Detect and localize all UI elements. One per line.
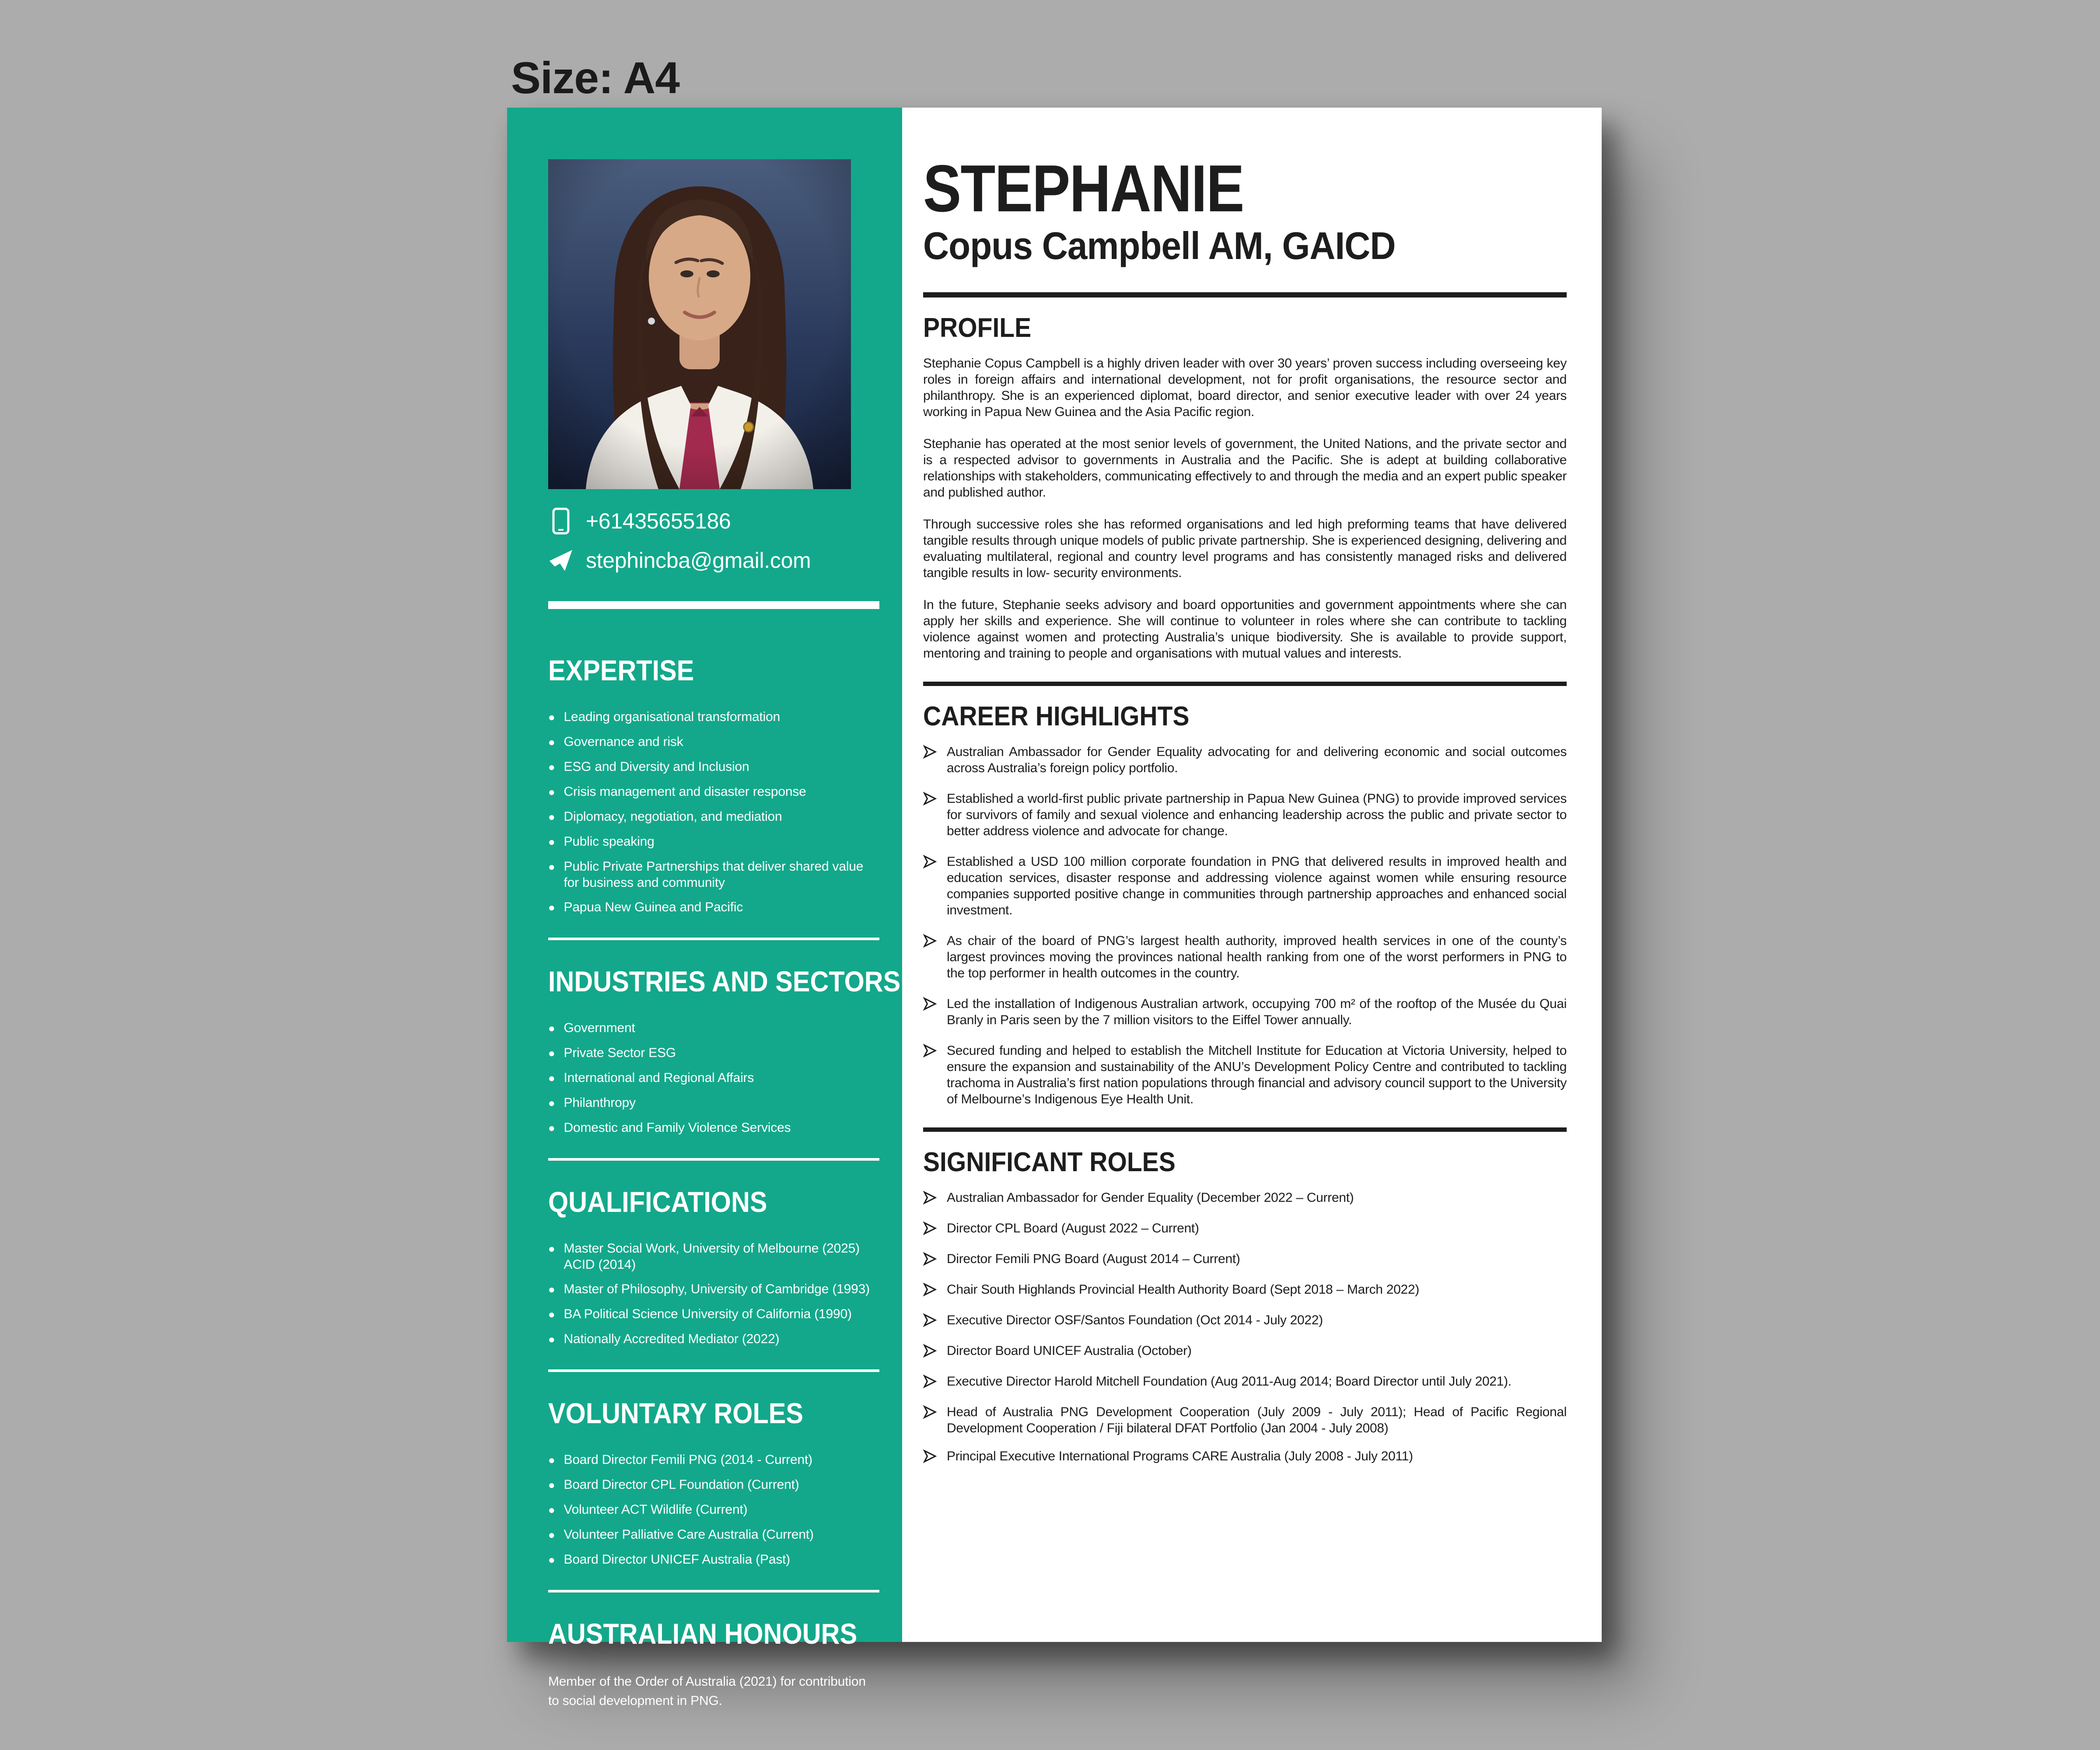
bullet-icon (548, 1120, 555, 1136)
industries-list (548, 1020, 879, 1136)
list-item: ● International and Regional Affairs (548, 1070, 879, 1086)
arrow-bullet-icon (923, 1344, 937, 1362)
arrow-bullet-icon (923, 934, 937, 981)
career-title: CAREER HIGHLIGHTS (923, 701, 1190, 732)
bullet-icon (548, 1020, 555, 1036)
list-item: ● Papua New Guinea and Pacific (548, 899, 879, 916)
list-item: ● Board Director Femili PNG (2014 - Current) (548, 1452, 879, 1468)
list-item: ● Philanthropy (548, 1095, 879, 1111)
bullet-icon (548, 1502, 555, 1518)
arrow-bullet-icon (923, 1252, 937, 1270)
arrow-bullet-icon (923, 1375, 937, 1392)
profile-title: PROFILE (923, 313, 1032, 343)
arrow-bullet-icon (923, 997, 937, 1028)
list-item: ● ESG and Diversity and Inclusion (548, 759, 879, 775)
bullet-icon (548, 808, 555, 825)
profile-paragraph: Stephanie has operated at the most senior levels of government, the United Nations, and the private sector and is a respected advisor to governments in Australia and the Pacific. She is adept at building collaborative relationships with stakeholders, communicating effectively to and through the media and an expert public speaker and published author. (923, 437, 1567, 500)
career-item: Led the installation of Indigenous Australian artwork, occupying 700 m² of the rooftop of the Musée du Quai Branly in Paris seen by the 7 million visitors to the Eiffel Tower annually. (923, 996, 1567, 1028)
role-item: Director Femili PNG Board (August 2014 – Current) (923, 1251, 1567, 1270)
sidebar-divider (548, 938, 879, 940)
profile-paragraph: Through successive roles she has reformed organisations and led high preforming teams that have delivered tangible results through unique models of public private partnership. She is experienced designing, delivering and evaluating multilateral, regional and country level programs and has consistently managed risks and delivered tangible results in low- security environments. (923, 517, 1567, 580)
bullet-icon (548, 1526, 555, 1543)
roles-title: SIGNIFICANT ROLES (923, 1147, 1176, 1177)
section-rule (923, 682, 1567, 686)
role-item: Executive Director OSF/Santos Foundation (Oct 2014 - July 2022) (923, 1312, 1567, 1331)
section-title: EXPERTISE (548, 654, 694, 686)
bullet-icon (548, 858, 555, 891)
portrait-photo (548, 159, 851, 489)
bullet-icon (548, 1452, 555, 1468)
career-item: Established a USD 100 million corporate foundation in PNG that delivered results in improved health and education services, disaster response and addressing violence against women while ensuring resource companies supported positive change in communities through partnership approaches and enhanced social investment. (923, 854, 1567, 918)
bullet-icon (548, 1045, 555, 1061)
profile-paragraphs (923, 355, 1567, 662)
list-item: ● BA Political Science University of California (1990) (548, 1306, 879, 1323)
list-item: ● Board Director UNICEF Australia (Past) (548, 1551, 879, 1568)
bullet-icon (548, 1240, 555, 1273)
arrow-bullet-icon (923, 1222, 937, 1239)
name-first: STEPHANIE (923, 151, 1244, 226)
arrow-bullet-icon (923, 1044, 937, 1107)
list-item: ● Domestic and Family Violence Services (548, 1120, 879, 1136)
list-item: ● Private Sector ESG (548, 1045, 879, 1061)
sidebar-section-honours (548, 1617, 879, 1711)
section-title: VOLUNTARY ROLES (548, 1397, 804, 1429)
sidebar-divider (548, 1369, 879, 1372)
sidebar-section-industries (548, 965, 901, 1161)
list-item: ● Governance and risk (548, 734, 879, 750)
bullet-icon (548, 1551, 555, 1568)
arrow-bullet-icon (923, 1449, 937, 1467)
role-item: Executive Director Harold Mitchell Foundation (Aug 2011-Aug 2014; Board Director until July 2021). (923, 1373, 1567, 1392)
profile-paragraph: In the future, Stephanie seeks advisory and board opportunities and government appointments where she can apply her skills and experience. She will continue to volunteer in roles where she can contribute to tackling violence against women and protecting Australia’s unique biodiversity. She is available to provide support, mentoring and training to people and organisations with mutual values and interests. (923, 598, 1567, 661)
resume-page (507, 108, 1602, 1708)
list-item: ● Diplomacy, negotiation, and mediation (548, 808, 879, 825)
sidebar-divider (548, 1590, 879, 1592)
list-item: ● Leading organisational transformation (548, 709, 879, 725)
bullet-icon (548, 1281, 555, 1298)
sidebar-divider-thick (548, 601, 879, 609)
phone-row (548, 508, 879, 535)
list-item: ● Nationally Accredited Mediator (2022) (548, 1331, 879, 1348)
significant-roles-section (923, 1148, 1567, 1467)
career-item: Australian Ambassador for Gender Equality advocating for and delivering economic and social outcomes across Australia’s foreign policy portfolio. (923, 744, 1567, 776)
bullet-icon (548, 833, 555, 850)
bullet-icon (548, 784, 555, 800)
paper-plane-icon (548, 549, 574, 572)
list-item: ● Public Private Partnerships that deliver shared value for business and community (548, 858, 879, 891)
arrow-bullet-icon (923, 855, 937, 918)
arrow-bullet-icon (923, 1405, 937, 1436)
arrow-bullet-icon (923, 792, 937, 839)
sidebar-section-qualifications (548, 1185, 879, 1372)
section-rule (923, 1127, 1567, 1132)
bullet-icon (548, 899, 555, 916)
bullet-icon (548, 1306, 555, 1323)
header-rule (923, 292, 1567, 298)
list-item: ● Volunteer Palliative Care Australia (Current) (548, 1526, 879, 1543)
list-item: ● Master Social Work, University of Melbourne (2025) ACID (2014) (548, 1240, 879, 1273)
sidebar-section-expertise (548, 654, 879, 940)
portrait-illustration (548, 159, 851, 489)
email-address: stephincba@gmail.com (586, 548, 811, 573)
contact-block (548, 508, 879, 573)
section-title: INDUSTRIES AND SECTORS (548, 965, 901, 998)
role-item: Director Board UNICEF Australia (October) (923, 1343, 1567, 1362)
list-item: ● Volunteer ACT Wildlife (Current) (548, 1502, 879, 1518)
list-item: ● Master of Philosophy, University of Cambridge (1993) (548, 1281, 879, 1298)
arrow-bullet-icon (923, 1283, 937, 1300)
role-item: Director CPL Board (August 2022 – Current) (923, 1220, 1567, 1239)
smartphone-icon (548, 508, 574, 535)
bullet-icon (548, 1095, 555, 1111)
sidebar (507, 108, 902, 1708)
section-title: QUALIFICATIONS (548, 1186, 767, 1218)
list-item: ● Board Director CPL Foundation (Current) (548, 1477, 879, 1493)
arrow-bullet-icon (923, 745, 937, 776)
career-list (923, 744, 1567, 1107)
email-row (548, 548, 879, 573)
career-highlights-section (923, 702, 1567, 1107)
list-item: ● Crisis management and disaster response (548, 784, 879, 800)
profile-section (923, 313, 1567, 662)
role-item: Principal Executive International Programs CARE Australia (July 2008 - July 2011) (923, 1448, 1567, 1467)
list-item: ● Government (548, 1020, 879, 1036)
career-item: As chair of the board of PNG’s largest health authority, improved health services in one of the county’s largest provinces moving the provinces national health ranking from one of the worst performers in PNG to the top performer in health outcomes in the country. (923, 933, 1567, 981)
list-item: ● Public speaking (548, 833, 879, 850)
bullet-icon (548, 734, 555, 750)
honours-text: Member of the Order of Australia (2021) for contribution to social development in PNG. (548, 1674, 866, 1708)
role-item: Head of Australia PNG Development Cooperation (July 2009 - July 2011); Head of Pacific Regional Development Cooperation / Fiji bilateral DFAT Portfolio (Jan 2004 - July 2008) (923, 1404, 1567, 1436)
phone-number: +61435655186 (586, 509, 731, 533)
qualifications-list (548, 1240, 879, 1348)
section-title: AUSTRALIAN HONOURS (548, 1617, 858, 1650)
bullet-icon (548, 709, 555, 725)
role-item: Australian Ambassador for Gender Equality (December 2022 – Current) (923, 1190, 1567, 1208)
bullet-icon (548, 1070, 555, 1086)
career-item: Established a world-first public private partnership in Papua New Guinea (PNG) to provide improved services for survivors of family and sexual violence and enhancing leadership across the public and private sector to better address violence and advocate for change. (923, 791, 1567, 839)
main-column (902, 108, 1602, 1642)
arrow-bullet-icon (923, 1191, 937, 1208)
career-item: Secured funding and helped to establish the Mitchell Institute for Education at Victoria University, helped to ensure the expansion and sustainability of the ANU’s Development Policy Centre and contributed to tackling trachoma in Australia’s first nation populations through financial and advisory council support to the University of Melbourne’s Indigenous Eye Health Unit. (923, 1043, 1567, 1107)
sidebar-divider (548, 1158, 879, 1161)
bullet-icon (548, 1477, 555, 1493)
role-item: Chair South Highlands Provincial Health Authority Board (Sept 2018 – March 2022) (923, 1281, 1567, 1300)
name-rest: Copus Campbell AM, GAICD (923, 224, 1396, 267)
voluntary-list (548, 1452, 879, 1568)
sidebar-section-voluntary (548, 1396, 879, 1592)
expertise-list (548, 709, 879, 916)
roles-list (923, 1190, 1567, 1467)
bullet-icon (548, 759, 555, 775)
bullet-icon (548, 1331, 555, 1348)
profile-paragraph: Stephanie Copus Campbell is a highly driven leader with over 30 years’ proven success including overseeing key roles in foreign affairs and international development, not for profit organisations, the resource sector and philanthropy. She is an experienced diplomat, board director, and senior executive leader with over 24 years working in Papua New Guinea and the Asia Pacific region. (923, 356, 1567, 419)
arrow-bullet-icon (923, 1313, 937, 1331)
size-label: Size: A4 (511, 53, 680, 103)
